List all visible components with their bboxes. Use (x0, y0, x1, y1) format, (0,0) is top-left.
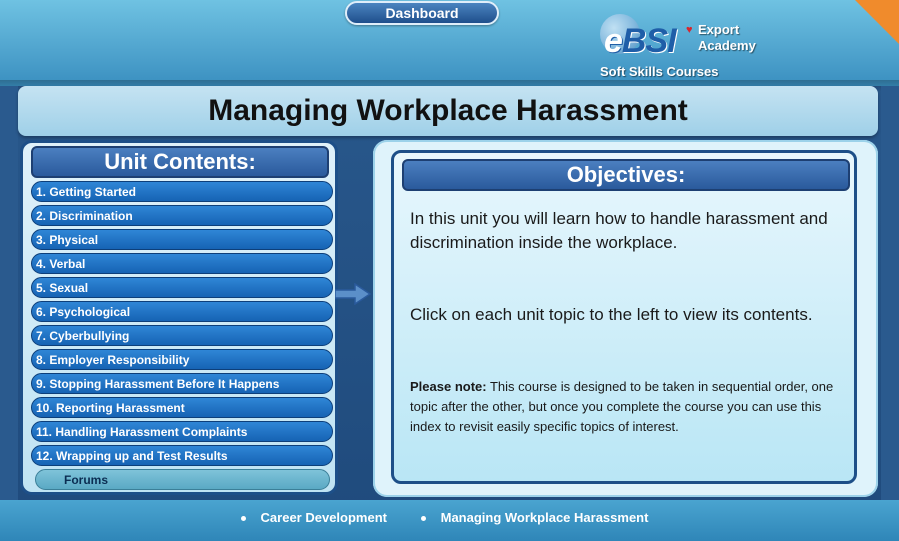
unit-item-physical[interactable]: 3. Physical (31, 229, 333, 250)
logo-word-academy: Academy (698, 38, 756, 53)
objectives-heading: Objectives: (402, 159, 850, 191)
unit-list (31, 181, 333, 490)
unit-item-cyberbullying[interactable]: 7. Cyberbullying (31, 325, 333, 346)
unit-item-sexual[interactable]: 5. Sexual (31, 277, 333, 298)
objectives-note (410, 377, 840, 437)
unit-item-verbal[interactable]: 4. Verbal (31, 253, 333, 274)
unit-item-wrapping-up[interactable]: 12. Wrapping up and Test Results (31, 445, 333, 466)
right-border (881, 86, 899, 501)
heart-icon: ♥ (686, 24, 693, 36)
forums-button[interactable]: Forums (35, 469, 330, 490)
logo-word-export: Export (698, 22, 740, 37)
corner-accent (855, 0, 899, 44)
left-border (0, 86, 18, 501)
unit-item-getting-started[interactable]: 1. Getting Started (31, 181, 333, 202)
breadcrumb-item-career[interactable]: Career Development (241, 510, 397, 525)
bullet-icon (241, 516, 246, 521)
unit-item-handling-complaints[interactable]: 11. Handling Harassment Complaints (31, 421, 333, 442)
bullet-icon (421, 516, 426, 521)
logo-subtitle: Soft Skills Courses (600, 64, 719, 79)
logo-mark: eBSI (604, 22, 676, 60)
unit-item-psychological[interactable]: 6. Psychological (31, 301, 333, 322)
unit-item-employer-responsibility[interactable]: 8. Employer Responsibility (31, 349, 333, 370)
unit-contents-panel (20, 140, 338, 495)
objectives-intro: In this unit you will learn how to handle harassment and discrimination inside the workplace. (410, 209, 828, 252)
objectives-panel (373, 140, 878, 497)
arrow-right-icon (335, 283, 371, 305)
objectives-box (391, 150, 857, 484)
unit-contents-heading: Unit Contents: (31, 146, 329, 178)
unit-item-stopping-harassment[interactable]: 9. Stopping Harassment Before It Happens (31, 373, 333, 394)
unit-item-discrimination[interactable]: 2. Discrimination (31, 205, 333, 226)
note-label: Please note: (410, 379, 487, 394)
objectives-instructions: Click on each unit topic to the left to view its contents. (410, 305, 813, 324)
breadcrumb (0, 510, 899, 525)
note-text: This course is designed to be taken in sequential order, one topic after the other, but once you complete the course you can use this index to revisit easily specific topics of interest. (410, 379, 834, 434)
unit-item-reporting-harassment[interactable]: 10. Reporting Harassment (31, 397, 333, 418)
page-title: Managing Workplace Harassment (208, 94, 688, 127)
ebsi-logo (598, 10, 778, 82)
breadcrumb-item-course[interactable]: Managing Workplace Harassment (421, 510, 659, 525)
title-bar (18, 86, 878, 136)
dashboard-button[interactable]: Dashboard (345, 1, 499, 25)
